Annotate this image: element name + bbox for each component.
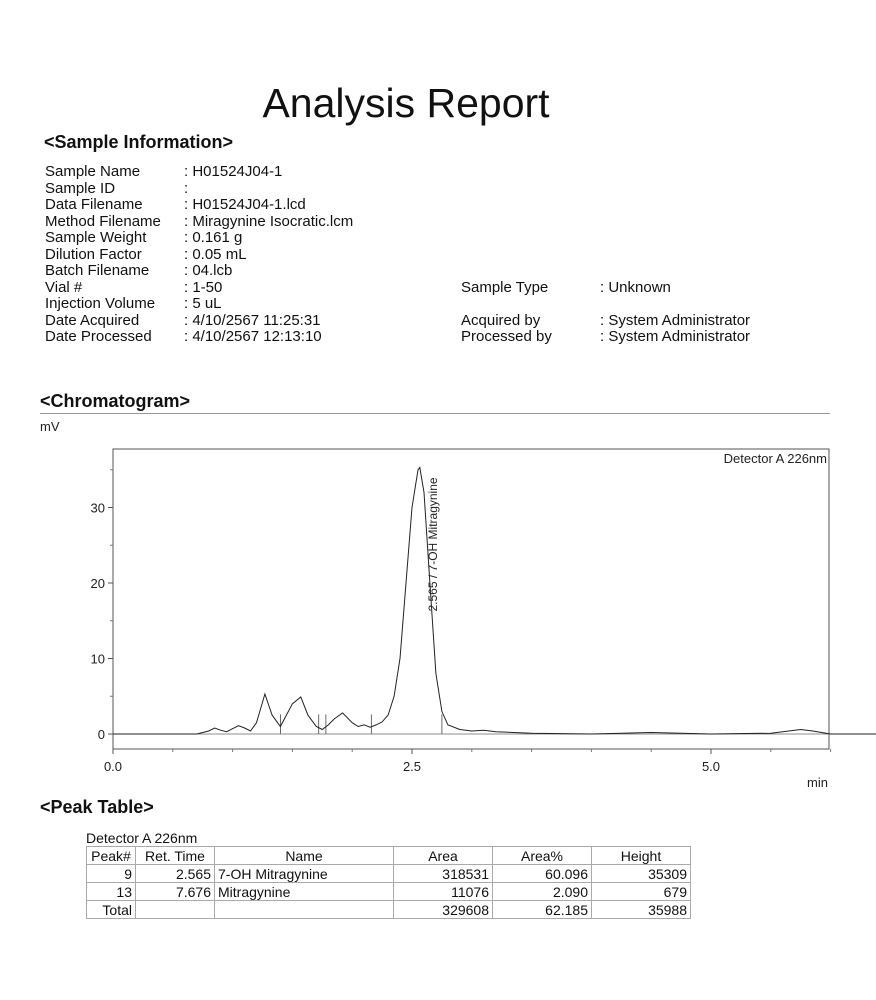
detector-label: Detector A 226nm (723, 451, 827, 466)
y-axis-label: mV (40, 419, 60, 434)
table-row (87, 865, 691, 883)
chromatogram-heading: <Chromatogram> (40, 391, 191, 411)
cell-area-percent: 60.096 (493, 865, 592, 883)
info-label: Acquired by (461, 311, 541, 329)
info-value: : 0.161 g (184, 229, 243, 246)
axis-ticks (91, 470, 876, 774)
info-label: Injection Volume (45, 295, 156, 312)
cell-peak-number: 9 (87, 865, 136, 883)
page-title: Analysis Report (262, 80, 550, 126)
info-label: Dilution Factor (45, 245, 142, 263)
info-label: Sample Weight (45, 229, 147, 246)
col-header: Height (592, 847, 691, 865)
info-value: : Miragynine Isocratic.lcm (184, 212, 354, 230)
cell-ret-time: 7.676 (136, 883, 215, 901)
info-label: Vial # (45, 278, 83, 296)
col-header: Ret. Time (136, 847, 215, 865)
cell-area: 329608 (394, 901, 493, 919)
cell-area: 318531 (394, 865, 493, 883)
info-value: : 4/10/2567 11:25:31 (184, 311, 321, 329)
info-value: : H01524J04-1 (184, 163, 283, 180)
col-header: Name (215, 847, 394, 865)
cell-peak-number: 13 (87, 883, 136, 901)
peak-label: 2.565 / 7-OH Mitragynine (425, 477, 440, 612)
chromatogram-trace (113, 468, 876, 735)
info-value: : 1-50 (184, 278, 223, 296)
col-header: Area% (493, 847, 592, 865)
info-label: Sample Name (45, 163, 141, 180)
cell-ret-time: 2.565 (136, 865, 215, 883)
info-label: Sample ID (45, 179, 116, 197)
x-axis-label: min (807, 775, 828, 790)
info-label: Date Acquired (45, 311, 140, 329)
cell-total-label: Total (87, 901, 136, 919)
peak-labels (426, 477, 876, 723)
cell-area: 11076 (394, 883, 493, 901)
info-value: : System Administrator (600, 328, 751, 345)
integration-marks (280, 714, 441, 734)
table-header-row (87, 847, 691, 865)
y-tick-label: 10 (90, 651, 105, 667)
cell-height: 35309 (592, 865, 691, 883)
cell-height: 679 (592, 883, 691, 901)
info-value: : 0.05 mL (184, 245, 247, 263)
info-value: : 4/10/2567 12:13:10 (184, 328, 322, 345)
info-label: Batch Filename (45, 262, 150, 279)
cell-name: Mitragynine (215, 883, 394, 901)
sample-info-heading: <Sample Information> (44, 132, 234, 152)
cell-name (215, 901, 394, 919)
cell-area-percent: 2.090 (493, 883, 592, 901)
info-label: Date Processed (45, 328, 152, 345)
info-label: Data Filename (45, 196, 143, 213)
info-value: : 04.lcb (184, 262, 233, 279)
info-label: Processed by (461, 328, 552, 345)
info-value: : System Administrator (600, 311, 751, 329)
cell-name: 7-OH Mitragynine (215, 865, 394, 883)
info-value: : (184, 179, 189, 197)
col-header: Peak# (87, 847, 136, 865)
info-label: Method Filename (45, 212, 161, 230)
info-value: : 5 uL (184, 295, 222, 312)
peak-table-heading: <Peak Table> (40, 797, 154, 817)
peak-table (86, 846, 691, 919)
col-header: Area (394, 847, 493, 865)
plot-frame (113, 449, 829, 749)
info-label: Sample Type (461, 278, 549, 296)
x-tick-label: 2.5 (402, 759, 422, 774)
info-value: : H01524J04-1.lcd (184, 196, 306, 213)
y-tick-label: 20 (90, 576, 105, 591)
cell-height: 35988 (592, 901, 691, 919)
x-tick-label: 0.0 (103, 759, 123, 774)
table-total-row (87, 901, 691, 919)
table-row (87, 883, 691, 901)
x-tick-label: 5.0 (701, 759, 721, 774)
cell-area-percent: 62.185 (493, 901, 592, 919)
cell-ret-time (136, 901, 215, 919)
y-tick-label: 30 (90, 500, 105, 516)
peak-table-caption: Detector A 226nm (86, 830, 198, 846)
info-value: : Unknown (600, 278, 671, 296)
y-tick-label: 0 (97, 727, 105, 742)
